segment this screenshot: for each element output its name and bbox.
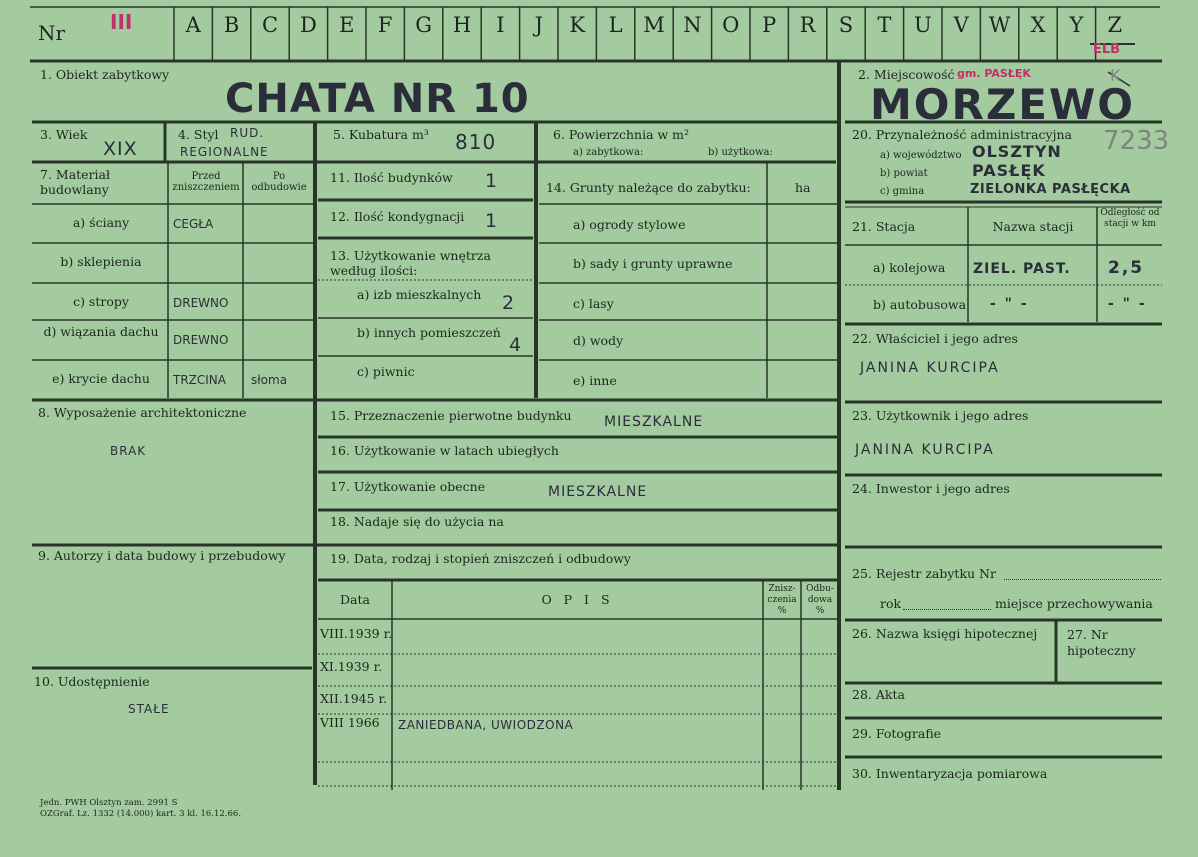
history-date: VIII 1966 xyxy=(320,715,380,730)
field-3-value: XIX xyxy=(103,138,138,160)
mark-k: K xyxy=(1110,66,1122,85)
field-20-a-label: a) województwo xyxy=(880,150,962,161)
material-row-label: d) wiązania dachu xyxy=(43,324,159,339)
history-date: VIII.1939 r. xyxy=(320,626,393,641)
material-before: TRZCINA xyxy=(173,373,226,387)
index-letter: X xyxy=(1030,13,1046,37)
field-19-col-zn-3: % xyxy=(777,606,787,616)
field-19-col-od-3: % xyxy=(815,606,825,616)
index-letter: M xyxy=(643,13,665,37)
field-20-number: 7233 xyxy=(1103,126,1170,156)
field-13-a-label: a) izb mieszkalnych xyxy=(357,287,482,302)
field-13-b-label: b) innych pomieszczeń xyxy=(357,325,501,340)
field-21-a-name: ZIEL. PAST. xyxy=(973,261,1071,277)
field-9-label: 9. Autorzy i data budowy i przebudowy xyxy=(38,548,286,563)
field-21-col-dist: Odległość od stacji w km xyxy=(1100,208,1160,229)
index-letter: C xyxy=(261,13,279,37)
field-21-b-name: - " - xyxy=(990,296,1029,312)
field-19-col-zn-1: Znisz- xyxy=(768,584,796,594)
field-30-label: 30. Inwentaryzacja pomiarowa xyxy=(852,766,1048,781)
field-23-label: 23. Użytkownik i jego adres xyxy=(852,408,1029,423)
field-17-value: MIESZKALNE xyxy=(548,484,648,500)
field-22-label: 22. Właściciel i jego adres xyxy=(852,331,1018,346)
field-29-label: 29. Fotografie xyxy=(852,726,942,741)
index-letter: R xyxy=(799,13,816,37)
index-letter: J xyxy=(534,13,543,37)
field-12-value: 1 xyxy=(485,210,499,232)
index-letter: D xyxy=(299,13,317,37)
field-19-col-zn-2: czenia xyxy=(767,595,797,605)
field-20-c-label: c) gmina xyxy=(880,186,925,197)
field-6-label: 6. Powierzchnia w m² xyxy=(553,127,690,142)
field-25-label: 25. Rejestr zabytku Nr xyxy=(852,566,996,581)
history-desc: ZANIEDBANA, UWIODZONA xyxy=(398,718,574,732)
field-7-label: 7. Materiał budowlany xyxy=(40,167,111,197)
index-letter: B xyxy=(223,13,240,37)
field-5-value: 810 xyxy=(455,130,497,154)
field-14-label: 14. Grunty należące do zabytku: xyxy=(546,180,751,195)
field-21-col-name: Nazwa stacji xyxy=(992,219,1074,234)
field-11-value: 1 xyxy=(485,170,499,192)
material-row-label: e) krycie dachu xyxy=(52,371,150,386)
field-19-col-date: Data xyxy=(340,592,370,607)
index-letter: I xyxy=(496,13,505,37)
footer-line-1: Jedn. PWH Olsztyn zam. 2991 S xyxy=(40,798,178,808)
index-letter: A xyxy=(185,13,201,37)
field-27-label: 27. Nr hipoteczny xyxy=(1067,627,1136,658)
material-row-label: a) ściany xyxy=(72,215,130,230)
index-letter: V xyxy=(953,13,969,37)
index-letter: U xyxy=(913,13,932,37)
material-row-label: b) sklepienia xyxy=(60,254,142,269)
field-6-sub-b: b) użytkowa: xyxy=(708,147,773,158)
index-letter: O xyxy=(722,13,740,37)
index-letter: L xyxy=(608,13,623,37)
field-21-a-label: a) kolejowa xyxy=(873,260,946,275)
index-letter: F xyxy=(377,13,393,37)
field-8-value: BRAK xyxy=(110,444,147,458)
field-19-col-od-2: dowa xyxy=(807,595,833,605)
field-2-note: gm. PASŁĘK xyxy=(957,67,1031,80)
field-25-place: miejsce przechowywania xyxy=(995,596,1153,611)
field-10-label: 10. Udostępnienie xyxy=(34,674,150,689)
field-21-label: 21. Stacja xyxy=(852,219,916,234)
land-row-label: c) lasy xyxy=(573,296,614,311)
field-4-label: 4. Styl xyxy=(178,127,219,142)
field-15-label: 15. Przeznaczenie pierwotne budynku xyxy=(330,408,572,423)
field-7-col-before: Przed zniszczeniem xyxy=(172,171,240,193)
field-13-b-value: 4 xyxy=(509,334,523,356)
field-25-rok: rok xyxy=(880,596,902,611)
field-1-label: 1. Obiekt zabytkowy xyxy=(40,67,170,82)
index-letter: E xyxy=(339,13,355,37)
index-letter: W xyxy=(988,13,1011,37)
field-13-c-label: c) piwnic xyxy=(357,364,415,379)
index-letter: T xyxy=(877,13,892,37)
field-22-value: JANINA KURCIPA xyxy=(860,360,1000,376)
field-5-label: 5. Kubatura m³ xyxy=(333,127,429,142)
material-before: DREWNO xyxy=(173,333,229,347)
field-17-label: 17. Użytkowanie obecne xyxy=(330,479,486,494)
history-date: XI.1939 r. xyxy=(320,659,383,674)
field-3-label: 3. Wiek xyxy=(40,127,88,142)
material-before: CEGŁA xyxy=(173,217,214,231)
corner-mark: ELB xyxy=(1093,42,1121,57)
field-28-label: 28. Akta xyxy=(852,687,905,702)
field-16-label: 16. Użytkowanie w latach ubiegłych xyxy=(330,443,559,458)
field-4-value-1: RUD. xyxy=(230,126,265,140)
field-20-c-value: ZIELONKA PASŁĘCKA xyxy=(970,182,1131,197)
index-letter: N xyxy=(683,13,702,37)
field-20-a-value: OLSZTYN xyxy=(972,142,1062,161)
material-before: DREWNO xyxy=(173,296,229,310)
field-13-label: 13. Użytkowanie wnętrza według ilości: xyxy=(330,248,491,278)
field-19-label: 19. Data, rodzaj i stopień zniszczeń i odbudowy xyxy=(330,551,631,566)
field-15-value: MIESZKALNE xyxy=(604,414,704,430)
field-4-value-2: REGIONALNE xyxy=(180,145,269,159)
field-8-label: 8. Wyposażenie architektoniczne xyxy=(38,405,247,420)
field-14-unit: ha xyxy=(795,180,811,195)
index-letter: G xyxy=(415,13,432,37)
index-letter: Y xyxy=(1069,13,1084,37)
land-row-label: d) wody xyxy=(573,333,624,348)
index-letter: H xyxy=(452,13,472,37)
field-20-b-label: b) powiat xyxy=(880,168,928,179)
field-12-label: 12. Ilość kondygnacji xyxy=(330,209,465,224)
material-after: słoma xyxy=(251,373,288,387)
index-letter: K xyxy=(569,13,586,37)
index-letter: Z xyxy=(1107,13,1123,37)
nr-label: Nr xyxy=(38,21,66,45)
field-21-b-label: b) autobusowa xyxy=(873,297,967,312)
field-2-label: 2. Miejscowość xyxy=(858,67,955,82)
footer-line-2: OZGraf. Lz. 1332 (14.000) kart. 3 kl. 16.12.66. xyxy=(40,809,242,819)
nr-value: III xyxy=(110,10,133,34)
index-letter: S xyxy=(838,13,854,37)
field-21-b-dist: - " - xyxy=(1108,296,1147,312)
field-19-col-opis: O P I S xyxy=(541,592,614,607)
index-letter: P xyxy=(762,13,777,37)
field-13-a-value: 2 xyxy=(502,292,516,314)
field-19-col-od-1: Odbu- xyxy=(806,584,834,594)
field-26-label: 26. Nazwa księgi hipotecznej xyxy=(852,626,1038,641)
field-1-value: CHATA NR 10 xyxy=(225,76,530,122)
field-20-label: 20. Przynależność administracyjna xyxy=(852,127,1072,142)
field-25-rok-line xyxy=(903,608,991,610)
field-25-line xyxy=(1004,578,1161,580)
field-11-label: 11. Ilość budynków xyxy=(330,170,453,185)
field-24-label: 24. Inwestor i jego adres xyxy=(852,481,1010,496)
material-row-label: c) stropy xyxy=(73,294,129,309)
land-row-label: a) ogrody stylowe xyxy=(573,217,686,232)
field-10-value: STAŁE xyxy=(128,702,170,716)
field-23-value: JANINA KURCIPA xyxy=(855,442,995,458)
field-20-b-value: PASŁĘK xyxy=(972,161,1046,180)
field-18-label: 18. Nadaje się do użycia na xyxy=(330,514,504,529)
field-2-value: MORZEWO xyxy=(870,80,1136,129)
field-6-sub-a: a) zabytkowa: xyxy=(573,147,644,158)
land-row-label: e) inne xyxy=(573,373,617,388)
history-date: XII.1945 r. xyxy=(320,691,388,706)
field-21-a-dist: 2,5 xyxy=(1108,258,1145,278)
field-7-col-after: Po odbudowie xyxy=(251,171,307,193)
land-row-label: b) sady i grunty uprawne xyxy=(573,256,733,271)
